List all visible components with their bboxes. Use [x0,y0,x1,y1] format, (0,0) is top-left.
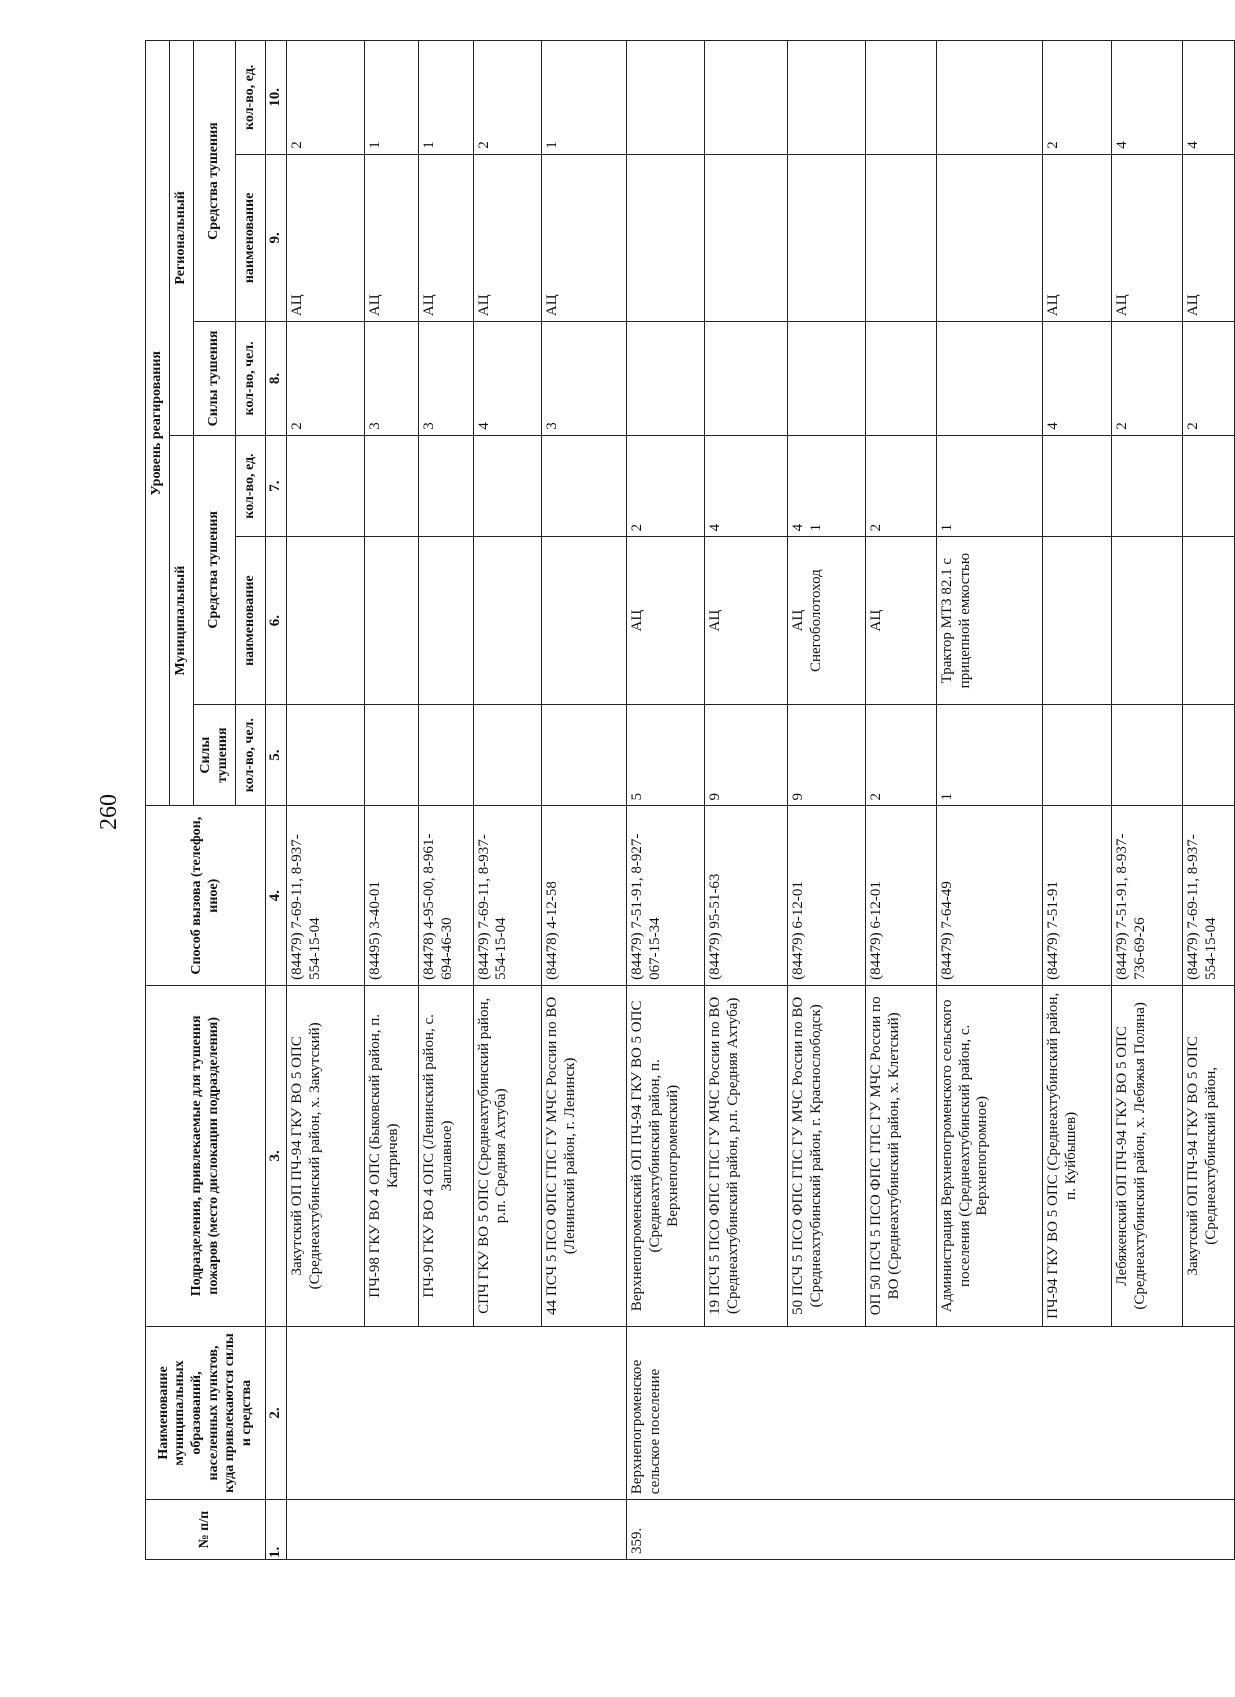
regional-forces-cell: 2 [287,322,365,436]
regional-means-name-cell: АЦ [287,154,365,321]
header-m-forces: Силы тушения [194,704,236,806]
row-number [866,1500,937,1560]
regional-means-name-cell: АЦ [419,154,473,321]
col-number: 6. [266,537,287,704]
col-number: 10. [266,41,287,155]
regional-means-qty-cell: 2 [1043,41,1112,155]
regional-means-qty-cell: 1 [419,41,473,155]
row-number [419,1500,473,1560]
page-number: 260 [96,794,122,830]
call-method-cell: (84479) 7-64-49 [937,806,1043,985]
municipal-means-name-cell [365,537,419,704]
table-row [1111,41,1182,1560]
municipal-means-name-cell [542,537,627,704]
header-r-means: Средства тушения [194,41,236,322]
row-number [1043,1500,1112,1560]
municipal-forces-cell [1182,704,1234,806]
municipal-means-qty-cell: 2 [627,435,705,537]
header-m-name: наименование [236,537,266,704]
unit-cell: 19 ПСЧ 5 ПСО ФПС ГПС ГУ МЧС России по ВО (Среднеахтубинский район, р.п. Средняя Ахтуба) [705,985,788,1326]
regional-forces-cell [866,322,937,436]
table-row [365,41,419,1560]
col-number: 3. [266,985,287,1326]
unit-cell: ПЧ-98 ГКУ ВО 4 ОПС (Быковский район, п. Катричев) [365,985,419,1326]
municipal-means-qty-cell [542,435,627,537]
call-method-cell: (84479) 7-69-11, 8-937-554-15-04 [473,806,542,985]
row-number [365,1500,419,1560]
row-number [473,1500,542,1560]
unit-cell: 44 ПСЧ 5 ПСО ФПС ГПС ГУ МЧС России по ВО (Ленинский район, г. Ленинск) [542,985,627,1326]
municipal-means-qty-cell [365,435,419,537]
municipality-cell [365,1326,419,1499]
row-number: 359. [627,1500,705,1560]
header-municipality: Наименование муниципальных образований, населенных пунктов, куда привлекаются силы и средства [146,1326,266,1499]
table-row [788,41,866,1560]
regional-forces-cell [627,322,705,436]
municipality-cell [788,1326,866,1499]
col-number: 4. [266,806,287,985]
regional-means-qty-cell: 2 [287,41,365,155]
table-row [705,41,788,1560]
table-row [866,41,937,1560]
regional-forces-cell [788,322,866,436]
municipal-means-qty-cell [473,435,542,537]
municipal-means-qty-cell [1043,435,1112,537]
unit-cell: 50 ПСЧ 5 ПСО ФПС ГПС ГУ МЧС России по ВО (Среднеахтубинский район, г. Краснослободск) [788,985,866,1326]
municipal-forces-cell [542,704,627,806]
unit-cell: ПЧ-90 ГКУ ВО 4 ОПС (Ленинский район, с. Заплавное) [419,985,473,1326]
municipal-means-qty-cell: 4 1 [788,435,866,537]
regional-means-qty-cell: 4 [1111,41,1182,155]
municipal-means-name-cell [1111,537,1182,704]
municipal-means-qty-cell: 4 [705,435,788,537]
regional-means-qty-cell: 2 [473,41,542,155]
header-level: Уровень реагирования [146,41,170,807]
header-r-qty-units: кол-во, ед. [236,41,266,155]
regional-means-name-cell [866,154,937,321]
regional-forces-cell: 2 [1182,322,1234,436]
row-number [1182,1500,1234,1560]
regional-means-qty-cell: 4 [1182,41,1234,155]
table-row [1182,41,1234,1560]
header-r-qty-people: кол-во, чел. [236,322,266,436]
regional-means-name-cell: АЦ [1043,154,1112,321]
row-number [542,1500,627,1560]
municipal-means-qty-cell: 1 [937,435,1043,537]
col-number: 5. [266,704,287,806]
header-m-means: Средства тушения [194,435,236,704]
municipal-forces-cell: 1 [937,704,1043,806]
col-number: 9. [266,154,287,321]
unit-cell: Закутский ОП ПЧ-94 ГКУ ВО 5 ОПС (Среднеахтубинский район, х. Закутский) [287,985,365,1326]
column-number-row [266,41,287,1560]
table-row [1043,41,1112,1560]
header-m-qty-people: кол-во, чел. [236,704,266,806]
row-number [287,1500,365,1560]
table-row [419,41,473,1560]
municipal-means-name-cell [287,537,365,704]
header-num: № п/п [146,1500,266,1560]
regional-means-qty-cell: 1 [542,41,627,155]
regional-forces-cell: 3 [542,322,627,436]
regional-means-name-cell [627,154,705,321]
regional-means-qty-cell [788,41,866,155]
call-method-cell: (84479) 6-12-01 [788,806,866,985]
municipality-cell [866,1326,937,1499]
call-method-cell: (84478) 4-12-58 [542,806,627,985]
unit-cell: Верхнепогроменский ОП ПЧ-94 ГКУ ВО 5 ОПС (Среднеахтубинский район, п. Верхнепогроменский) [627,985,705,1326]
col-number: 1. [266,1500,287,1560]
municipality-cell: Верхнепогроменское сельское поселение [627,1326,705,1499]
table-row [937,41,1043,1560]
call-method-cell: (84479) 7-51-91, 8-937-736-69-26 [1111,806,1182,985]
unit-cell: СПЧ ГКУ ВО 5 ОПС (Среднеахтубинский район, р.п. Средняя Ахтуба) [473,985,542,1326]
municipal-forces-cell [1043,704,1112,806]
col-number: 2. [266,1326,287,1499]
header-municipal: Муниципальный [170,435,194,806]
municipality-cell [937,1326,1043,1499]
header-call: Способ вызова (телефон, иное) [146,806,266,985]
rotated-table-page [145,40,1235,1560]
municipal-means-name-cell [419,537,473,704]
unit-cell: Лебяженский ОП ПЧ-94 ГКУ ВО 5 ОПС (Среднеахтубинский район, х. Лебяжья Поляна) [1111,985,1182,1326]
table-row [473,41,542,1560]
header-m-qty-units: кол-во, ед. [236,435,266,537]
row-number [1111,1500,1182,1560]
call-method-cell: (84479) 7-51-91 [1043,806,1112,985]
municipal-forces-cell: 5 [627,704,705,806]
municipality-cell [1111,1326,1182,1499]
regional-means-name-cell [705,154,788,321]
municipal-means-name-cell: АЦ [705,537,788,704]
regional-means-name-cell: АЦ [542,154,627,321]
municipal-forces-cell [1111,704,1182,806]
regional-means-name-cell [937,154,1043,321]
municipal-means-qty-cell [1182,435,1234,537]
municipal-means-qty-cell [419,435,473,537]
regional-means-qty-cell [705,41,788,155]
municipality-cell [542,1326,627,1499]
municipal-means-name-cell: АЦ [866,537,937,704]
regional-forces-cell: 2 [1111,322,1182,436]
row-number [937,1500,1043,1560]
municipality-cell [1182,1326,1234,1499]
row-number [705,1500,788,1560]
call-method-cell: (84495) 3-40-01 [365,806,419,985]
header-r-forces: Силы тушения [194,322,236,436]
regional-means-name-cell [788,154,866,321]
row-number [788,1500,866,1560]
table-row [627,41,705,1560]
col-number: 7. [266,435,287,537]
header-units: Подразделения, привлекаемые для тушения пожаров (место дислокации подразделения) [146,985,266,1326]
municipality-cell [419,1326,473,1499]
regional-forces-cell: 4 [473,322,542,436]
municipality-cell [1043,1326,1112,1499]
unit-cell: Закутский ОП ПЧ-94 ГКУ ВО 5 ОПС (Среднеахтубинский район, [1182,985,1234,1326]
municipal-forces-cell [473,704,542,806]
municipal-forces-cell [287,704,365,806]
response-forces-table [145,40,1235,1560]
regional-means-qty-cell [627,41,705,155]
call-method-cell: (84479) 6-12-01 [866,806,937,985]
municipal-means-qty-cell [287,435,365,537]
municipality-cell [287,1326,365,1499]
municipal-means-name-cell [1043,537,1112,704]
regional-means-qty-cell: 1 [365,41,419,155]
municipal-means-name-cell [473,537,542,704]
unit-cell: ОП 50 ПСЧ 5 ПСО ФПС ГПС ГУ МЧС России по ВО (Среднеахтубинский район, х. Клетский) [866,985,937,1326]
municipal-means-qty-cell: 2 [866,435,937,537]
unit-cell: ПЧ-94 ГКУ ВО 5 ОПС (Среднеахтубинский район, п. Куйбышев) [1043,985,1112,1326]
regional-means-name-cell: АЦ [1111,154,1182,321]
regional-forces-cell: 4 [1043,322,1112,436]
municipal-means-name-cell: АЦ [627,537,705,704]
regional-means-qty-cell [866,41,937,155]
regional-forces-cell [937,322,1043,436]
municipal-forces-cell: 9 [705,704,788,806]
table-body [287,41,1235,1560]
header-regional: Региональный [170,41,194,436]
municipal-means-name-cell: Трактор МТЗ 82.1 с прицепной емкостью [937,537,1043,704]
col-number: 8. [266,322,287,436]
regional-means-qty-cell [937,41,1043,155]
municipal-means-name-cell [1182,537,1234,704]
call-method-cell: (84479) 7-69-11, 8-937-554-15-04 [287,806,365,985]
regional-means-name-cell: АЦ [1182,154,1234,321]
regional-means-name-cell: АЦ [365,154,419,321]
municipal-forces-cell: 9 [788,704,866,806]
municipal-means-name-cell: АЦ Снегоболотоход [788,537,866,704]
municipal-forces-cell [419,704,473,806]
regional-forces-cell [705,322,788,436]
regional-means-name-cell: АЦ [473,154,542,321]
table-row [542,41,627,1560]
call-method-cell: (84479) 95-51-63 [705,806,788,985]
header-r-name: наименование [236,154,266,321]
regional-forces-cell: 3 [419,322,473,436]
call-method-cell: (84479) 7-69-11, 8-937-554-15-04 [1182,806,1234,985]
table-row [287,41,365,1560]
municipal-forces-cell [365,704,419,806]
call-method-cell: (84479) 7-51-91, 8-927-067-15-34 [627,806,705,985]
municipal-forces-cell: 2 [866,704,937,806]
unit-cell: Администрация Верхнепогроменского сельского поселения (Среднеахтубинский район, с. Верхнепогромное) [937,985,1043,1326]
municipality-cell [473,1326,542,1499]
municipality-cell [705,1326,788,1499]
call-method-cell: (84478) 4-95-00, 8-961-694-46-30 [419,806,473,985]
municipal-means-qty-cell [1111,435,1182,537]
regional-forces-cell: 3 [365,322,419,436]
